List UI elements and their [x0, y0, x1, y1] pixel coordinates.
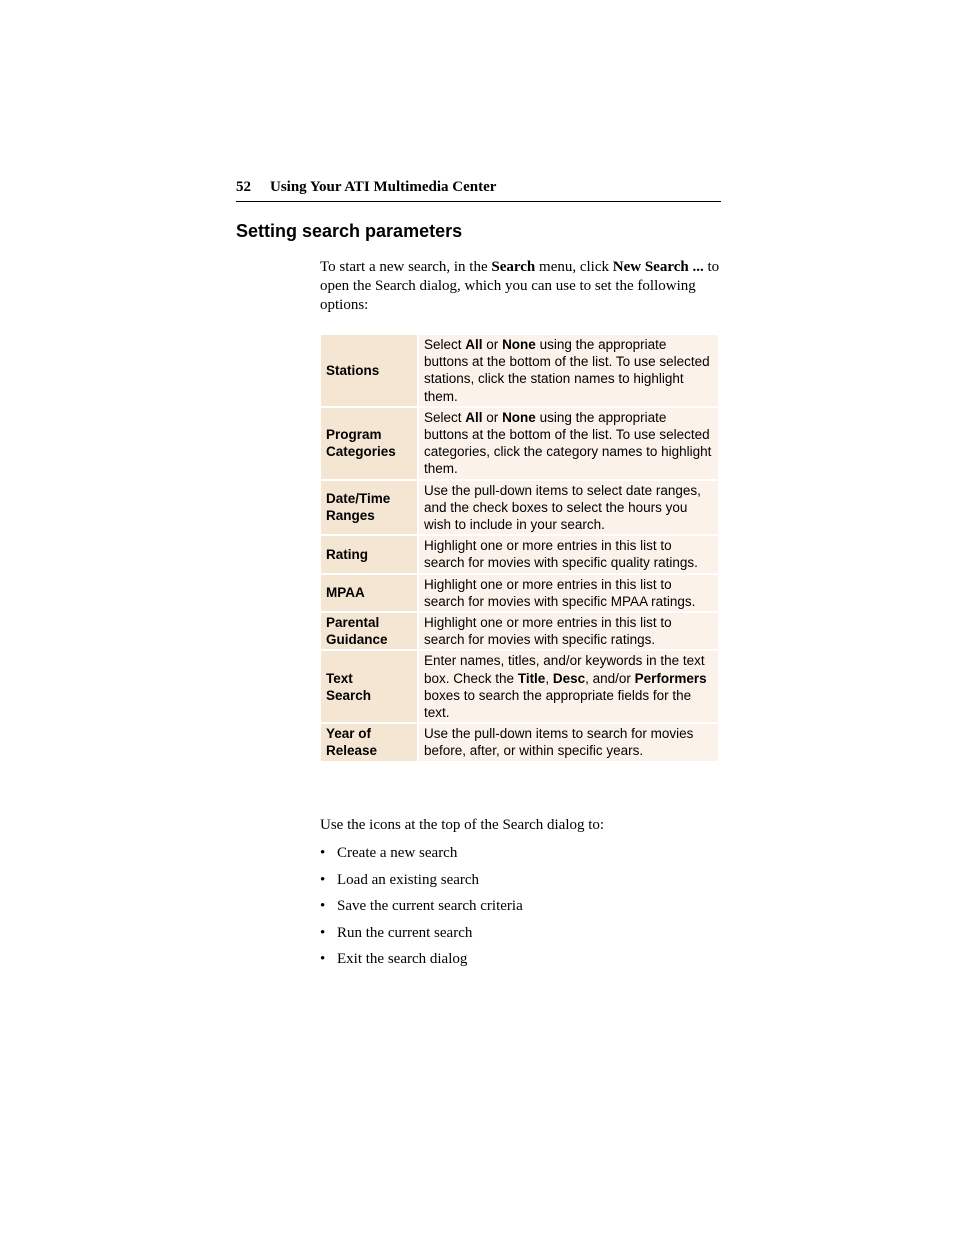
table-row	[321, 536, 718, 572]
bullet-icon: •	[320, 951, 326, 967]
page-number: 52	[236, 179, 251, 195]
icon-actions-list	[320, 843, 523, 976]
option-description-text: Enter names, titles, and/or keywords in the text box. Check the	[424, 653, 705, 686]
option-name	[321, 613, 417, 649]
option-description-text: Select	[424, 409, 466, 425]
option-description-text: Select	[424, 337, 466, 352]
option-name-line: Stations	[326, 362, 380, 378]
list-item	[320, 843, 523, 870]
intro-text: menu, click	[535, 259, 613, 275]
list-item	[320, 896, 523, 923]
option-keyword: Performers	[634, 670, 707, 686]
option-name	[321, 335, 417, 406]
option-keyword: Title	[517, 670, 546, 686]
table-row	[321, 651, 718, 722]
option-name-line: Guidance	[326, 632, 388, 648]
option-keyword: None	[502, 337, 536, 352]
option-description-text: Use the pull-down items to select date ranges, and the check boxes to select the hours you wish to include in your search.	[424, 482, 701, 533]
option-name-line: Rating	[326, 546, 368, 562]
option-name-line: MPAA	[326, 585, 365, 601]
option-name	[321, 481, 417, 535]
search-options-table	[319, 333, 720, 763]
table-row	[321, 575, 718, 611]
option-description-text: or	[482, 337, 503, 352]
option-name-line: Text	[326, 670, 353, 686]
table-row	[321, 724, 718, 760]
option-description-text: ,	[545, 670, 553, 686]
list-item	[320, 949, 523, 976]
running-header	[236, 177, 721, 202]
option-description	[419, 724, 718, 760]
option-description	[419, 613, 718, 649]
option-description	[419, 335, 718, 406]
option-description-text: boxes to search the appropriate fields for the text.	[424, 687, 692, 721]
option-keyword: Desc	[552, 670, 586, 686]
intro-paragraph	[320, 258, 720, 315]
menu-name: Search	[491, 259, 536, 275]
option-description-text: using the appropriate buttons at the bottom of the list. To use selected categories, click the category names to highlight them.	[424, 409, 712, 477]
table-row	[321, 408, 718, 479]
list-item-text: Load an existing search	[337, 871, 480, 888]
option-name-line: Search	[326, 687, 372, 703]
list-item	[320, 870, 523, 897]
option-description-text: Highlight one or more entries in this list to search for movies with specific quality ratings.	[424, 538, 698, 571]
option-description-text: , and/or	[585, 670, 635, 686]
option-description	[419, 481, 718, 535]
table-row	[321, 481, 718, 535]
list-item-text: Exit the search dialog	[337, 951, 468, 967]
option-name	[321, 651, 417, 722]
section-title: Setting search parameters	[236, 221, 463, 241]
option-name	[321, 408, 417, 479]
option-keyword: All	[465, 409, 483, 425]
option-name-line: Program	[326, 427, 382, 443]
option-description-text: using the appropriate buttons at the bottom of the list. To use selected stations, click the station names to highlight them.	[424, 337, 710, 404]
table-row	[321, 613, 718, 649]
bullet-icon: •	[320, 898, 326, 914]
bullet-icon: •	[320, 845, 326, 861]
option-name	[321, 536, 417, 572]
icons-intro: Use the icons at the top of the Search dialog to:	[320, 817, 605, 833]
intro-text: To start a new search, in the	[320, 259, 492, 275]
option-description-text: or	[482, 409, 503, 425]
option-description	[419, 651, 718, 722]
option-description	[419, 536, 718, 572]
option-description	[419, 408, 718, 479]
command-name: New Search ...	[612, 259, 704, 275]
option-name-line: Categories	[326, 444, 396, 460]
option-description	[419, 575, 718, 611]
option-name-line: Parental	[326, 615, 380, 631]
bullet-icon: •	[320, 871, 326, 888]
option-keyword: None	[502, 409, 536, 425]
option-name	[321, 724, 417, 760]
option-keyword: All	[465, 337, 483, 352]
option-name-line: Ranges	[326, 508, 375, 524]
option-description-text: Highlight one or more entries in this list to search for movies with specific MPAA ratings.	[424, 576, 696, 609]
option-description-text: Use the pull-down items to search for movies before, after, or within specific years.	[424, 726, 694, 759]
list-item	[320, 923, 523, 950]
table-row	[321, 335, 718, 406]
option-name-line: Date/Time	[326, 491, 391, 507]
list-item-text: Create a new search	[337, 845, 458, 861]
option-name-line: Release	[326, 743, 378, 759]
option-name-line: Year of	[326, 726, 372, 742]
option-name	[321, 575, 417, 611]
intro-text: to open the Search dialog, which you can use to set the following options:	[320, 259, 720, 313]
options-body	[321, 335, 718, 761]
bullet-icon: •	[320, 924, 326, 941]
option-description-text: Highlight one or more entries in this list to search for movies with specific ratings.	[424, 615, 672, 648]
list-item-text: Save the current search criteria	[337, 898, 523, 914]
list-item-text: Run the current search	[337, 924, 473, 941]
running-title: Using Your ATI Multimedia Center	[270, 179, 497, 195]
